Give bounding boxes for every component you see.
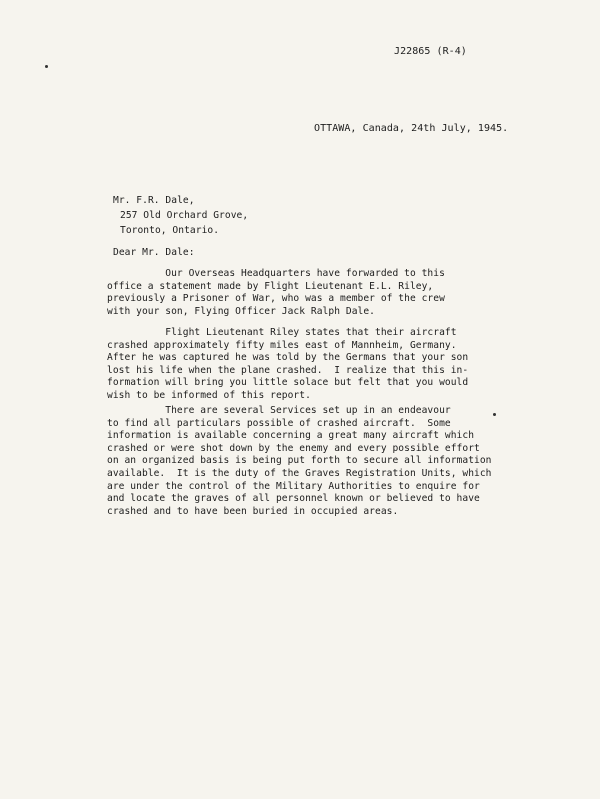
paragraph-line: Flight Lieutenant Riley states that their aircraft [107,327,457,338]
paragraph-line: formation will bring you little solace but felt that you would [107,377,469,389]
paragraph-line: information is available concerning a great many aircraft which [107,430,475,442]
salutation: Dear Mr. Dale: [113,247,195,258]
paragraph-line: wish to be informed of this report. [107,389,311,401]
paragraph-line: available. It is the duty of the Graves Registration Units, which [107,467,492,479]
paragraph-line: crashed or were shot down by the enemy and every possible effort [107,442,480,454]
paragraph-line: previously a Prisoner of War, who was a member of the crew [107,293,445,305]
paragraph-line: crashed approximately fifty miles east of Mannheim, Germany. [107,339,457,351]
paragraph-line: office a statement made by Flight Lieutenant E.L. Riley, [107,280,434,292]
recipient-address [113,193,248,238]
paragraph-line: There are several Services set up in an endeavour [107,405,451,416]
paragraph-line: lost his life when the plane crashed. I realize that this in- [107,364,469,376]
paragraph-2 [107,327,527,403]
reference-number: J22865 (R-4) [394,46,467,57]
paragraph-line: are under the control of the Military Authorities to enquire for [107,480,480,492]
paragraph-1 [107,268,527,318]
address-line: Toronto, Ontario. [120,225,220,236]
paragraph-line: with your son, Flying Officer Jack Ralph Dale. [107,305,375,317]
dateline: OTTAWA, Canada, 24th July, 1945. [314,123,509,134]
paragraph-line: After he was captured he was told by the Germans that your son [107,352,469,364]
address-line: Mr. F.R. Dale, [113,195,195,206]
paragraph-line: crashed and to have been buried in occupied areas. [107,505,399,517]
paragraph-line: and locate the graves of all personnel known or believed to have [107,493,480,505]
paragraph-line: to find all particulars possible of crashed aircraft. Some [107,417,451,429]
paragraph-line: on an organized basis is being put forth to secure all information [107,455,492,467]
paragraph-3 [107,405,527,518]
paragraph-line: Our Overseas Headquarters have forwarded to this [107,268,445,279]
address-line: 257 Old Orchard Grove, [120,210,249,221]
paper-speck [45,65,48,68]
